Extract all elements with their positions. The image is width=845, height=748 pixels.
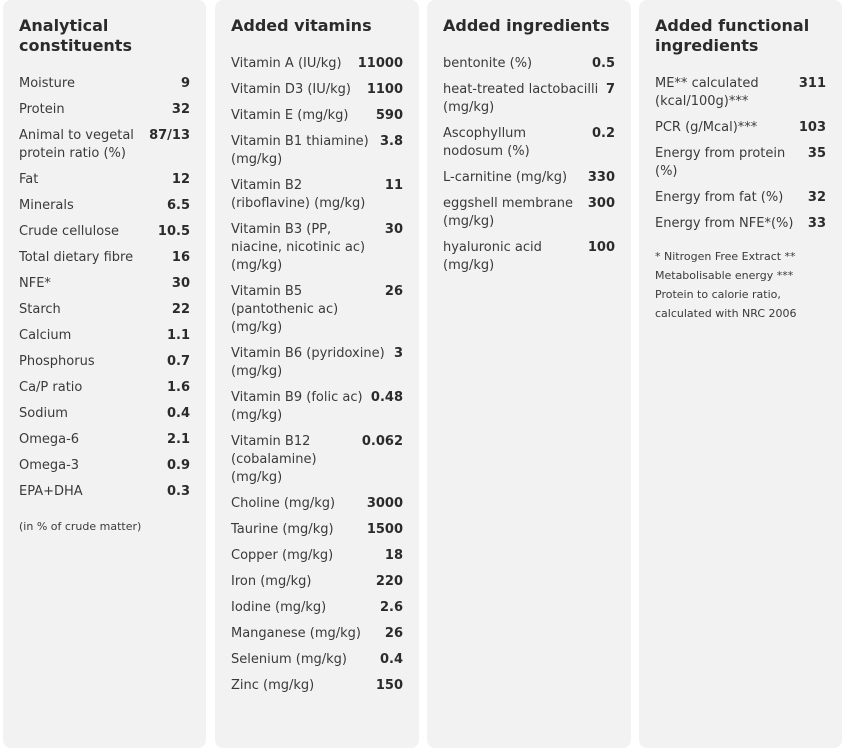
row-label: Vitamin B2 (riboflavine) (mg/kg)	[231, 178, 366, 211]
row-label: Omega-3	[19, 458, 80, 473]
row-label: hyaluronic acid (mg/kg)	[443, 240, 542, 273]
row-value: 0.3	[166, 484, 190, 499]
table-row	[19, 327, 190, 345]
row-label: Calcium	[19, 328, 72, 343]
row-label: EPA+DHA	[19, 484, 83, 499]
row-label: Vitamin B6 (pyridoxine) (mg/kg)	[231, 346, 385, 379]
table-row	[231, 573, 403, 591]
row-label: Choline (mg/kg)	[231, 496, 336, 511]
table-row	[19, 301, 190, 319]
row-label: Iron (mg/kg)	[231, 574, 312, 589]
table-row	[231, 345, 403, 381]
table-row	[19, 431, 190, 449]
card-footnote: * Nitrogen Free Extract ** Metabolisable energy *** Protein to calorie ratio, calculated with NRC 2006	[655, 250, 797, 320]
row-label: Energy from protein (%)	[655, 146, 786, 179]
functional-list	[655, 75, 826, 233]
row-label: heat-treated lactobacilli (mg/kg)	[443, 82, 599, 115]
row-value: 26	[384, 626, 403, 641]
row-label: Vitamin B12 (cobalamine) (mg/kg)	[231, 434, 317, 485]
row-label: Ascophyllum nodosum (%)	[443, 126, 530, 159]
row-label: Animal to vegetal protein ratio (%)	[19, 128, 134, 161]
table-row	[443, 55, 615, 73]
table-row	[231, 221, 403, 275]
analytical-constituents-card	[3, 0, 206, 748]
card-title: Analytical constituents	[19, 16, 132, 55]
row-value: 7	[605, 82, 615, 97]
row-label: Manganese (mg/kg)	[231, 626, 361, 641]
row-value: 22	[171, 302, 190, 317]
card-footnote: (in % of crude matter)	[19, 520, 142, 533]
table-row	[443, 239, 615, 275]
table-row	[231, 677, 403, 695]
row-label: Minerals	[19, 198, 74, 213]
row-value: 30	[171, 276, 190, 291]
table-row	[231, 389, 403, 425]
row-label: Ca/P ratio	[19, 380, 83, 395]
row-label: Phosphorus	[19, 354, 95, 369]
table-row	[19, 101, 190, 119]
table-row	[231, 547, 403, 565]
table-row	[231, 283, 403, 337]
table-row	[19, 483, 190, 501]
row-label: Zinc (mg/kg)	[231, 678, 315, 693]
row-value: 11000	[357, 56, 403, 71]
row-label: Omega-6	[19, 432, 80, 447]
table-row	[19, 405, 190, 423]
row-value: 2.1	[166, 432, 190, 447]
row-value: 35	[807, 146, 826, 161]
table-row	[655, 215, 826, 233]
row-value: 0.4	[379, 652, 403, 667]
row-label: Moisture	[19, 76, 75, 91]
table-row	[231, 495, 403, 513]
row-label: Vitamin B5 (pantothenic ac) (mg/kg)	[231, 284, 339, 335]
row-label: Energy from fat (%)	[655, 190, 784, 205]
row-value: 311	[798, 76, 826, 91]
table-row	[19, 127, 190, 163]
table-row	[19, 275, 190, 293]
row-value: 11	[384, 178, 403, 193]
row-value: 32	[171, 102, 190, 117]
added-vitamins-card	[215, 0, 419, 748]
row-value: 300	[587, 196, 615, 211]
table-row	[231, 521, 403, 539]
table-row	[19, 379, 190, 397]
row-label: NFE*	[19, 276, 51, 291]
row-label: Sodium	[19, 406, 68, 421]
row-value: 0.2	[591, 126, 615, 141]
row-value: 1500	[366, 522, 403, 537]
row-value: 0.9	[166, 458, 190, 473]
table-row	[231, 177, 403, 213]
table-row	[19, 457, 190, 475]
table-row	[443, 195, 615, 231]
row-label: Starch	[19, 302, 61, 317]
row-value: 0.4	[166, 406, 190, 421]
row-value: 1.6	[166, 380, 190, 395]
row-label: bentonite (%)	[443, 56, 533, 71]
functional-ingredients-card	[639, 0, 842, 748]
added-ingredients-card	[427, 0, 631, 748]
row-value: 30	[384, 222, 403, 237]
vitamins-list	[231, 55, 403, 695]
row-label: Vitamin B3 (PP, niacine, nicotinic ac) (mg/kg)	[231, 222, 366, 273]
row-value: 330	[587, 170, 615, 185]
table-row	[231, 433, 403, 487]
table-row	[19, 223, 190, 241]
ingredients-list	[443, 55, 615, 275]
row-label: Taurine (mg/kg)	[231, 522, 334, 537]
table-row	[655, 189, 826, 207]
row-label: eggshell membrane (mg/kg)	[443, 196, 573, 229]
table-row	[231, 599, 403, 617]
row-label: Total dietary fibre	[19, 250, 134, 265]
row-value: 150	[375, 678, 403, 693]
row-label: Vitamin B9 (folic ac) (mg/kg)	[231, 390, 363, 423]
row-label: Iodine (mg/kg)	[231, 600, 327, 615]
table-row	[231, 55, 403, 73]
row-label: Vitamin A (IU/kg)	[231, 56, 342, 71]
row-value: 3	[393, 346, 403, 361]
row-label: Fat	[19, 172, 39, 187]
row-value: 87/13	[149, 128, 190, 143]
row-value: 32	[807, 190, 826, 205]
row-value: 0.062	[361, 434, 403, 449]
table-row	[443, 125, 615, 161]
row-value: 33	[807, 216, 826, 231]
row-label: Protein	[19, 102, 65, 117]
row-value: 100	[587, 240, 615, 255]
row-label: Crude cellulose	[19, 224, 119, 239]
row-label: ME** calculated (kcal/100g)***	[655, 76, 759, 109]
table-row	[231, 133, 403, 169]
table-row	[443, 81, 615, 117]
row-value: 18	[384, 548, 403, 563]
row-value: 590	[375, 108, 403, 123]
row-value: 12	[171, 172, 190, 187]
row-value: 3.8	[379, 134, 403, 149]
row-value: 3000	[366, 496, 403, 511]
card-title: Added vitamins	[231, 16, 372, 35]
table-row	[655, 145, 826, 181]
row-value: 2.6	[379, 600, 403, 615]
row-value: 0.7	[166, 354, 190, 369]
row-label: Vitamin D3 (IU/kg)	[231, 82, 351, 97]
table-row	[19, 249, 190, 267]
table-row	[231, 81, 403, 99]
table-row	[19, 171, 190, 189]
table-row	[655, 119, 826, 137]
card-title: Added ingredients	[443, 16, 610, 35]
table-row	[231, 651, 403, 669]
table-row	[231, 625, 403, 643]
row-value: 103	[798, 120, 826, 135]
row-value: 1100	[366, 82, 403, 97]
table-row	[19, 75, 190, 93]
table-row	[655, 75, 826, 111]
table-row	[19, 353, 190, 371]
table-row	[231, 107, 403, 125]
row-value: 220	[375, 574, 403, 589]
row-label: Vitamin B1 thiamine) (mg/kg)	[231, 134, 369, 167]
row-value: 6.5	[166, 198, 190, 213]
row-value: 1.1	[166, 328, 190, 343]
row-value: 9	[180, 76, 190, 91]
row-label: Vitamin E (mg/kg)	[231, 108, 349, 123]
table-row	[443, 169, 615, 187]
row-label: Copper (mg/kg)	[231, 548, 334, 563]
row-value: 16	[171, 250, 190, 265]
constituents-list	[19, 75, 190, 501]
row-label: Selenium (mg/kg)	[231, 652, 347, 667]
row-value: 10.5	[157, 224, 190, 239]
row-label: Energy from NFE*(%)	[655, 216, 794, 231]
row-value: 26	[384, 284, 403, 299]
row-value: 0.5	[591, 56, 615, 71]
row-label: PCR (g/Mcal)***	[655, 120, 758, 135]
row-value: 0.48	[370, 390, 403, 405]
table-row	[19, 197, 190, 215]
row-label: L-carnitine (mg/kg)	[443, 170, 568, 185]
card-title: Added functional ingredients	[655, 16, 810, 55]
